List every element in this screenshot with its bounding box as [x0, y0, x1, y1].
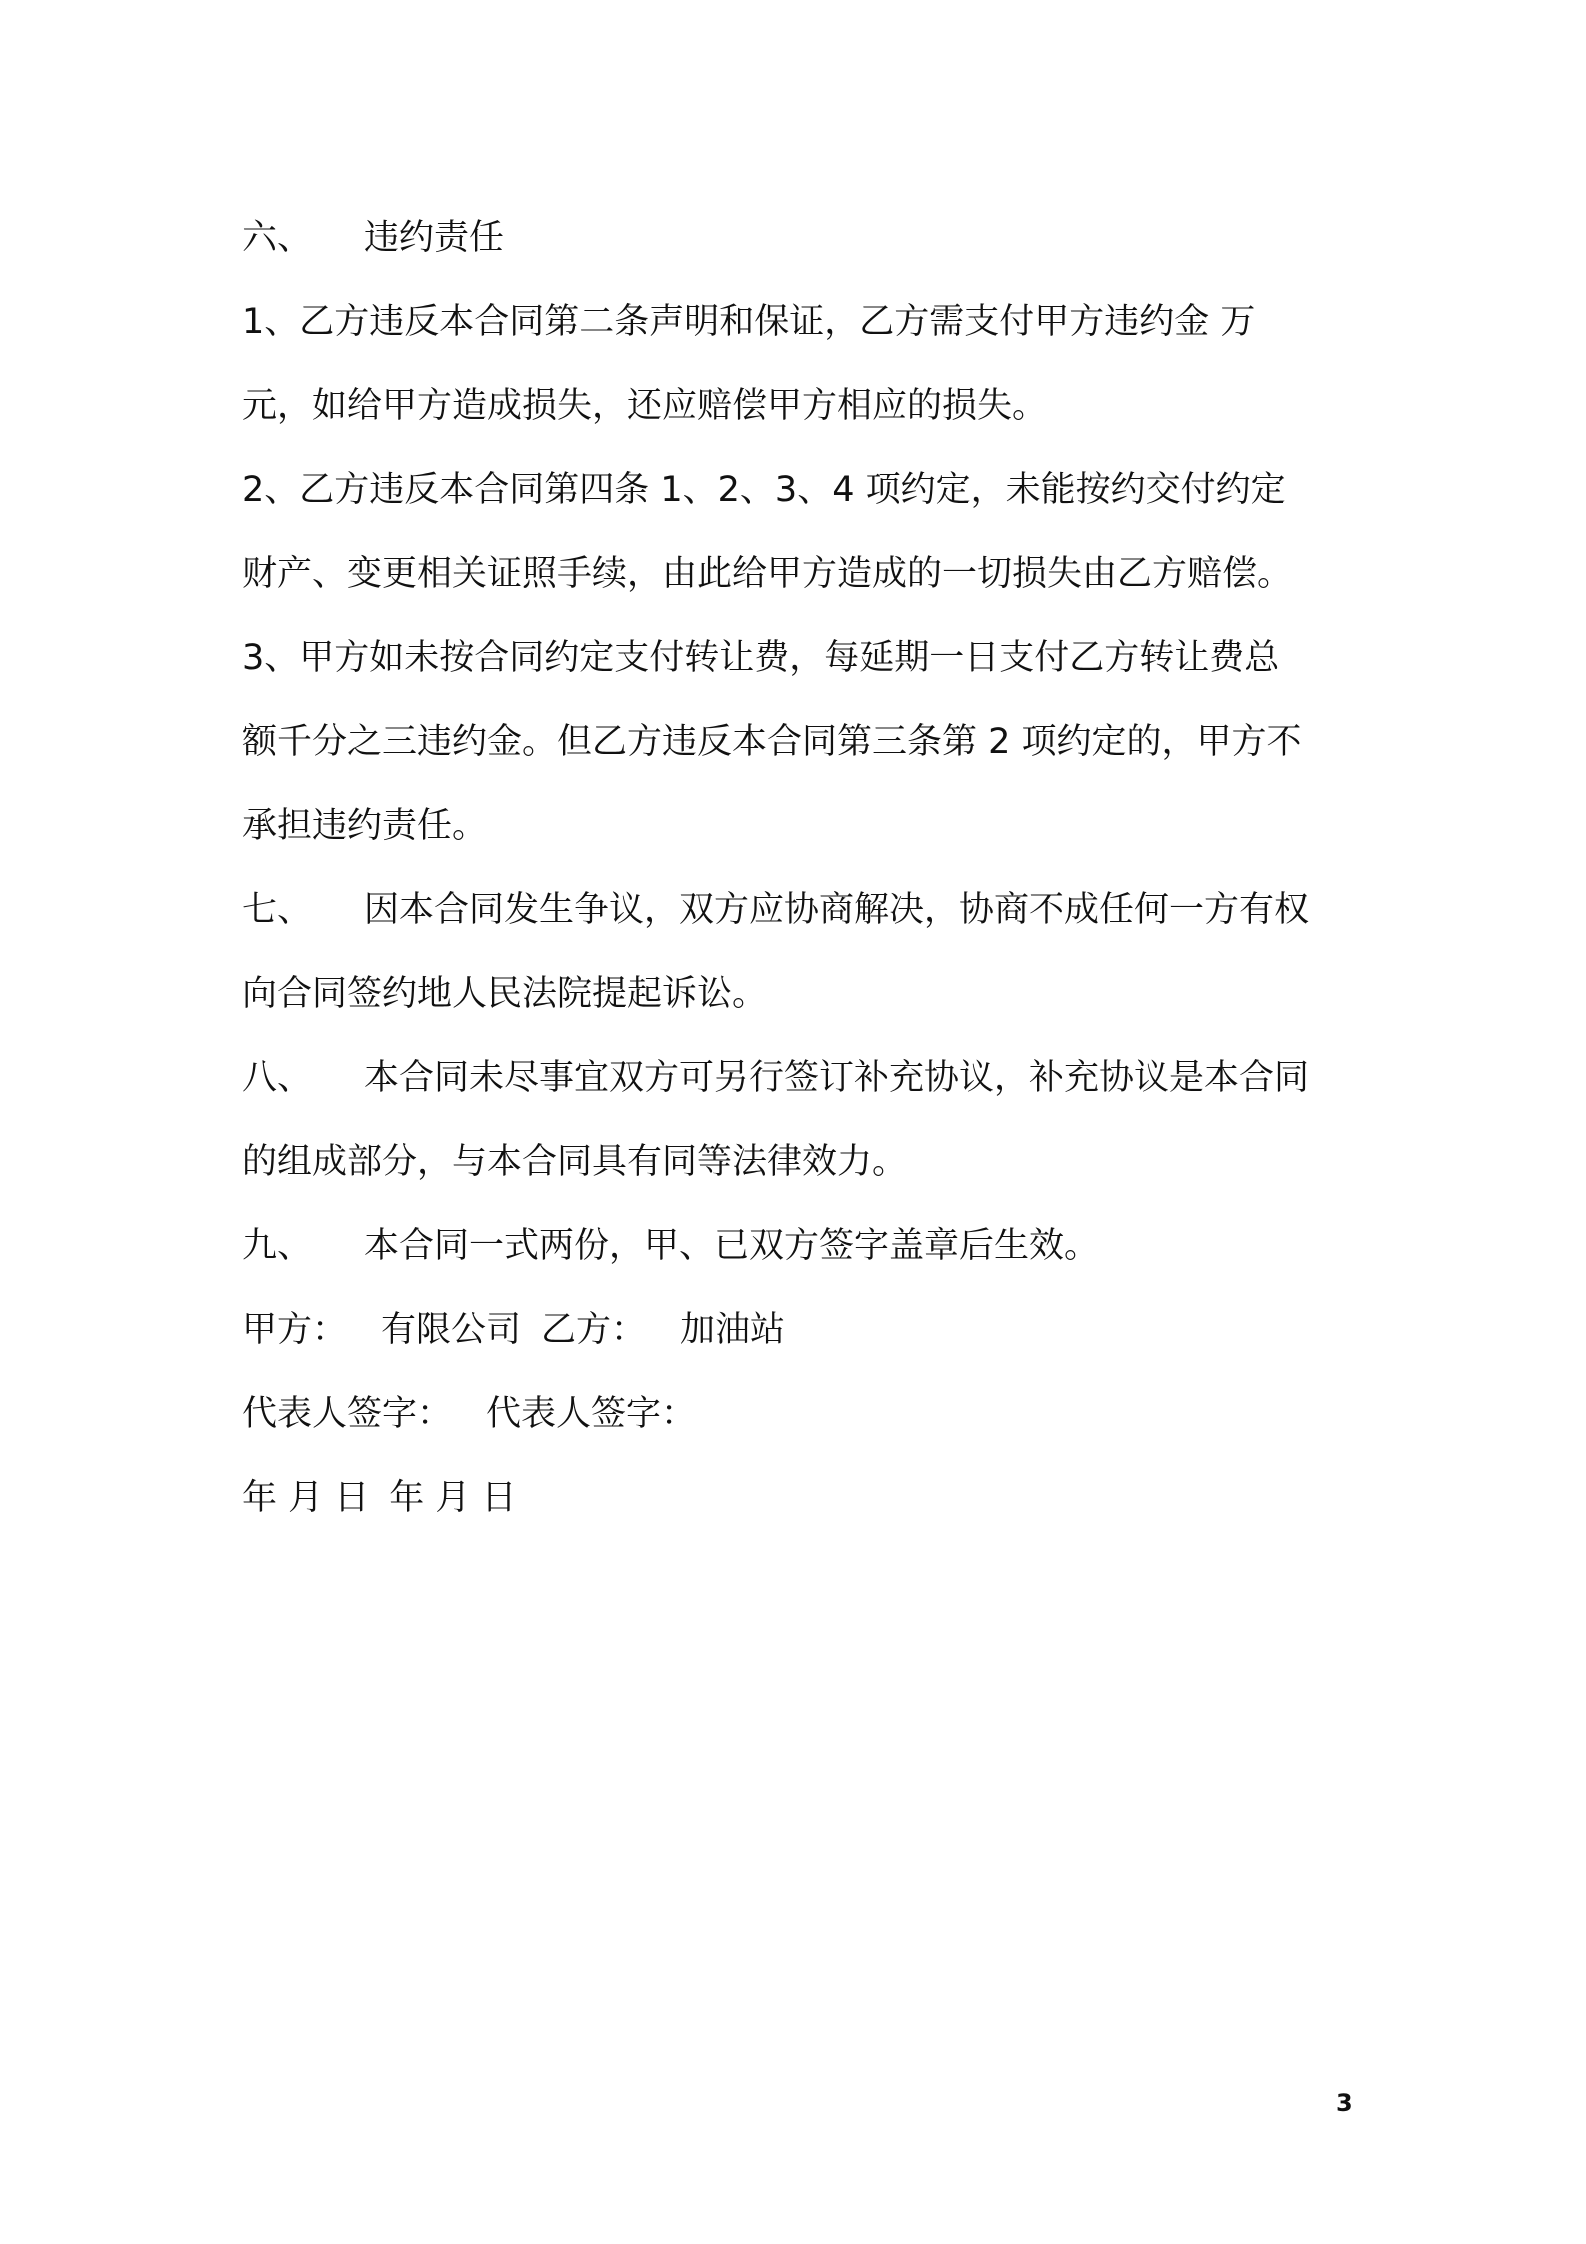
clause-text: 财产、变更相关证照手续，由此给甲方造成的一切损失由乙方赔偿。	[242, 554, 1293, 594]
date-a: 年 月 日	[242, 1478, 370, 1518]
rep-b-label: 代表人签字：	[486, 1394, 697, 1434]
section-seven	[242, 868, 1362, 952]
clause-text: 的组成部分，与本合同具有同等法律效力。	[242, 1142, 908, 1182]
clause-text: 因本合同发生争议，双方应协商解决，协商不成任何一方有权	[364, 890, 1310, 930]
clause-text: 3、甲方如未按合同约定支付转让费，每延期一日支付乙方转让费总	[242, 638, 1280, 678]
clause-text: 1、乙方违反本合同第二条声明和保证，乙方需支付甲方违约金 万	[242, 302, 1256, 342]
section-number: 七、	[242, 890, 313, 930]
section-number: 八、	[242, 1058, 313, 1098]
section-title: 违约责任	[364, 218, 505, 258]
party-line	[242, 1288, 1362, 1372]
party-b-label: 乙方：	[541, 1310, 647, 1350]
section-six-heading	[242, 196, 1362, 280]
section-number: 九、	[242, 1226, 313, 1266]
date-b: 年 月 日	[389, 1478, 517, 1518]
representative-line	[242, 1372, 1362, 1456]
party-a-name: 有限公司	[381, 1310, 522, 1350]
clause-text: 元，如给甲方造成损失，还应赔偿甲方相应的损失。	[242, 386, 1048, 426]
contract-body	[242, 196, 1362, 1540]
clause-text: 本合同一式两份，甲、已双方签字盖章后生效。	[364, 1226, 1100, 1266]
page-number: 3	[1336, 2089, 1353, 2117]
section-number: 六、	[242, 218, 313, 258]
clause-text: 本合同未尽事宜双方可另行签订补充协议，补充协议是本合同	[364, 1058, 1310, 1098]
party-a-label: 甲方：	[242, 1310, 348, 1350]
clause-text: 承担违约责任。	[242, 806, 488, 846]
clause-text: 2、乙方违反本合同第四条 1、2、3、4 项约定，未能按约交付约定	[242, 470, 1286, 510]
section-nine	[242, 1204, 1362, 1288]
section-eight	[242, 1036, 1362, 1120]
clause-text: 额千分之三违约金。但乙方违反本合同第三条第 2 项约定的，甲方不	[242, 722, 1302, 762]
party-b-name: 加油站	[680, 1310, 786, 1350]
rep-a-label: 代表人签字：	[242, 1394, 453, 1434]
date-line	[242, 1456, 1362, 1540]
clause-text: 向合同签约地人民法院提起诉讼。	[242, 974, 768, 1014]
